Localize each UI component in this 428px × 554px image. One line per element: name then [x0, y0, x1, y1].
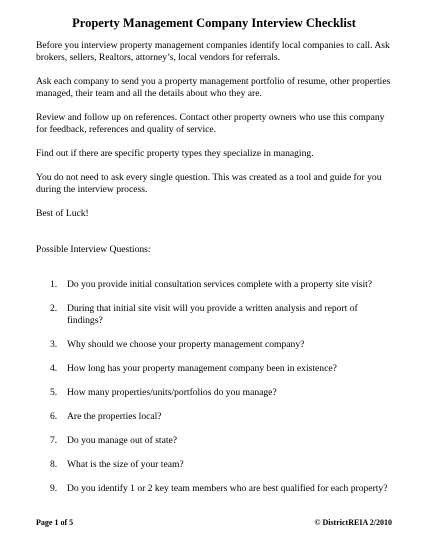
question-number: 4.: [50, 363, 58, 374]
paragraph-references: Review and follow up on references. Contact other property owners who use this company for feedback, references and quality of service.: [36, 112, 385, 135]
list-item: [36, 387, 392, 399]
question-number: 8.: [50, 459, 58, 470]
list-item: [36, 303, 392, 327]
list-item: [36, 339, 392, 351]
question-number: 1.: [50, 279, 58, 290]
questions-heading: Possible Interview Questions:: [36, 244, 151, 255]
question-number: 2.: [50, 303, 58, 314]
list-item: [36, 411, 392, 423]
document-title: Property Management Company Interview Checklist: [72, 16, 356, 30]
question-text: What is the size of your team?: [67, 459, 184, 470]
question-text: Do you provide initial consultation services complete with a property site visit?: [67, 279, 373, 290]
paragraph-identify-companies: Before you interview property management companies identify local companies to call. Ask brokers, sellers, Realtors, attorney’s, local vendors for referrals.: [36, 40, 390, 63]
list-item: [36, 363, 392, 375]
question-text: Why should we choose your property management company?: [67, 339, 305, 350]
question-text: During that initial site visit will you provide a written analysis and report of findings?: [67, 303, 358, 326]
question-text: How long has your property management company been in existence?: [67, 363, 337, 374]
question-text: Do you identify 1 or 2 key team members who are best qualified for each property?: [67, 483, 388, 494]
question-number: 6.: [50, 411, 58, 422]
copyright-notice: © DistrictREIA 2/2010: [314, 518, 392, 527]
list-item: [36, 459, 392, 471]
list-item: [36, 435, 392, 447]
intro-section: [36, 40, 392, 268]
paragraph-best-of-luck: Best of Luck!: [36, 208, 89, 219]
paragraph-tool-guide: You do not need to ask every single question. This was created as a tool and guide for you during the interview process.: [36, 172, 382, 195]
list-item: [36, 483, 392, 495]
paragraph-property-types: Find out if there are specific property types they specialize in managing.: [36, 148, 314, 159]
question-list: [36, 279, 392, 507]
question-text: How many properties/units/portfolios do you manage?: [67, 387, 277, 398]
question-number: 7.: [50, 435, 58, 446]
page-number: Page 1 of 5: [36, 518, 74, 527]
list-item: [36, 279, 392, 291]
question-text: Do you manage out of state?: [67, 435, 178, 446]
paragraph-portfolio-request: Ask each company to send you a property management portfolio of resume, other properties managed, their team and all the details about who they are.: [36, 76, 391, 99]
question-text: Are the properties local?: [67, 411, 162, 422]
question-number: 9.: [50, 483, 58, 494]
question-number: 5.: [50, 387, 58, 398]
question-number: 3.: [50, 339, 58, 350]
